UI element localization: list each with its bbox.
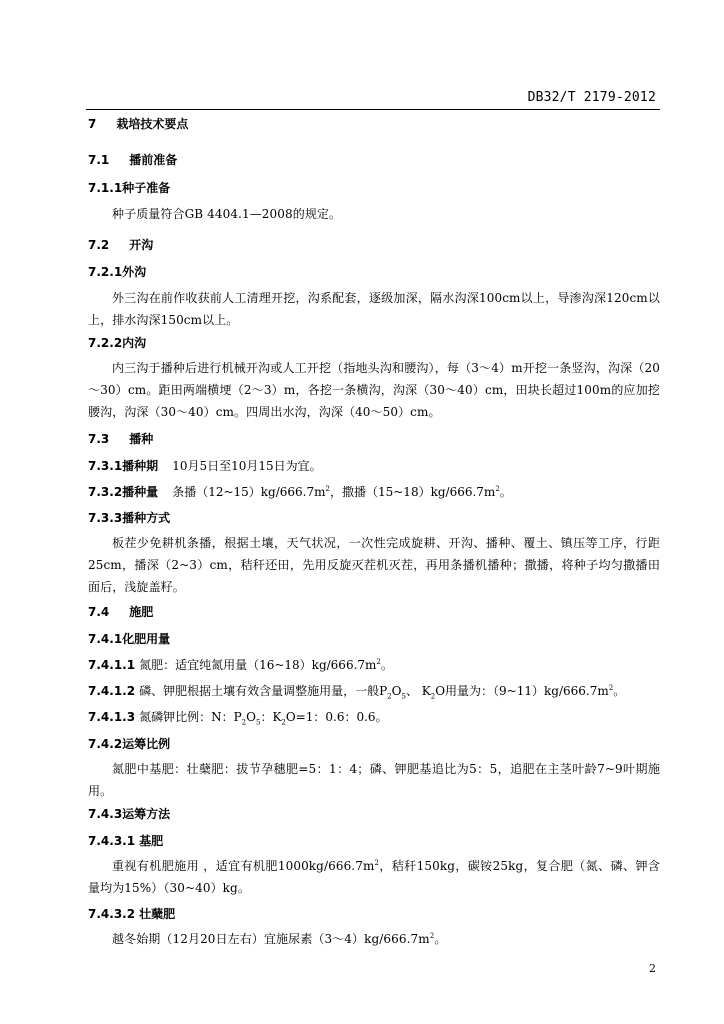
section-7-3-3-heading <box>88 510 660 526</box>
section-title: 种子准备 <box>122 181 171 195</box>
section-7-4-3-1-paragraph <box>88 855 660 899</box>
section-7-3-2-line <box>88 484 660 500</box>
section-7-heading <box>88 116 660 132</box>
nitrogen-text-b: 。 <box>380 658 393 672</box>
standard-code: DB32/T 2179-2012 <box>527 90 656 105</box>
section-title: 播前准备 <box>129 153 178 167</box>
section-7-3-heading <box>88 431 660 447</box>
npk-ratio-text-a: 氮磷钾比例：N：P <box>139 710 242 724</box>
section-7-2-2-paragraph: 内三沟于播种后进行机械开沟或人工开挖（指地头沟和腰沟），每（3～4）m开挖一条竖沟，沟深（20～30）cm。距田两端横埂（2～3）m，各挖一条横沟，沟深（30～40）cm，田块长超过100m的应加挖腰沟，沟深（30～40）cm。四周出水沟，沟深（40～50）cm。 <box>88 361 660 419</box>
superscript: 2 <box>429 932 435 940</box>
section-number: 7.4 <box>88 605 110 619</box>
pk-text-a: 磷、钾肥根据土壤有效含量调整施用量，一般P <box>139 684 388 698</box>
section-7-1-1-heading <box>88 180 660 196</box>
section-7-4-3-1-heading <box>88 833 660 849</box>
base-fertilizer-text-b: ，秸秆150kg，碳铵25kg，复合肥（氮、磷、钾含量均为15%）（30~40）kg。 <box>88 859 660 895</box>
section-number: 7.4.1.1 <box>88 658 136 672</box>
section-7-3-3-paragraph: 板茬少免耕机条播，根据土壤，天气状况，一次性完成旋耕、开沟、播种、覆土、镇压等工序，行距25cm，播深（2~3）cm，秸秆还田，先用反旋灭茬机灭茬，再用条播机播种；撒播，将种子均匀撒播田面后，浅旋盖籽。 <box>88 536 660 594</box>
section-number: 7.4.1 <box>88 632 123 646</box>
pk-text-b: O <box>391 684 402 698</box>
section-number: 7.1.1 <box>88 181 123 195</box>
section-number: 7.3.1 <box>88 459 123 473</box>
npk-ratio-text-b: O <box>246 710 256 724</box>
subscript: 2 <box>281 718 286 727</box>
section-number: 7.4.3.2 <box>88 907 136 921</box>
npk-ratio-text-d: O=1：0.6：0.6。 <box>285 710 388 724</box>
section-number: 7.2.1 <box>88 265 123 279</box>
section-title: 栽培技术要点 <box>116 117 189 131</box>
page-number: 2 <box>649 962 656 975</box>
pk-text-d: O用量为：（9~11）kg/666.7m <box>435 684 609 698</box>
section-title: 运筹方法 <box>122 807 171 821</box>
section-7-4-1-2-line <box>88 683 660 699</box>
section-title: 施肥 <box>129 605 154 619</box>
seeding-rate-text-a: 条播（12~15）kg/666.7m <box>172 485 326 499</box>
section-title: 外沟 <box>122 265 147 279</box>
sowing-period-text: 10月5日至10月15日为宜。 <box>172 459 322 473</box>
superscript: 2 <box>325 485 330 493</box>
section-number: 7.3.3 <box>88 511 123 525</box>
section-title: 播种 <box>129 432 154 446</box>
section-title: 内沟 <box>122 336 147 350</box>
section-number: 7.4.1.3 <box>88 710 136 724</box>
seeding-rate-text-b: ，撒播（15~18）kg/666.7m <box>329 485 496 499</box>
section-title: 化肥用量 <box>122 632 171 646</box>
section-number: 7.4.3.1 <box>88 834 136 848</box>
section-number: 7.2.2 <box>88 336 123 350</box>
superscript: 2 <box>608 684 614 692</box>
section-7-1-1-paragraph: 种子质量符合GB 4404.1—2008的规定。 <box>112 207 342 221</box>
section-7-2-2-heading <box>88 335 660 351</box>
section-7-4-1-3-line <box>88 709 660 725</box>
section-7-4-3-2-heading <box>88 906 660 922</box>
section-title: 运筹比例 <box>122 737 171 751</box>
section-number: 7.4.3 <box>88 807 123 821</box>
section-7-2-1-paragraph: 外三沟在前作收获前人工清理开挖，沟系配套，逐级加深，隔水沟深100cm以上，导渗沟深120cm以上，排水沟深150cm以上。 <box>88 291 660 327</box>
section-7-4-3-2-paragraph <box>88 928 660 950</box>
section-7-4-2-heading <box>88 736 660 752</box>
section-7-1-heading <box>88 152 660 168</box>
section-title: 播种期 <box>122 459 159 473</box>
subscript: 2 <box>387 692 392 701</box>
superscript: 2 <box>374 859 379 867</box>
npk-ratio-text-c: ：K <box>260 710 282 724</box>
seeding-rate-text-c: 。 <box>499 485 512 499</box>
section-number: 7.2 <box>88 238 110 252</box>
section-title: 壮蘖肥 <box>139 907 176 921</box>
section-7-4-1-heading <box>88 631 660 647</box>
pk-text-c: 、 K <box>405 684 431 698</box>
subscript: 5 <box>255 718 261 727</box>
section-number: 7.4.2 <box>88 737 123 751</box>
section-7-4-2-paragraph: 氮肥中基肥：壮蘖肥：拔节孕穗肥=5：1：4；磷、钾肥基追比为5：5，追肥在主茎叶龄7~9叶期施用。 <box>88 762 660 798</box>
section-number: 7.4.1.2 <box>88 684 136 698</box>
subscript: 2 <box>430 692 436 701</box>
section-7-2-1-heading <box>88 264 660 280</box>
superscript: 2 <box>495 485 500 493</box>
header-rule <box>86 109 660 110</box>
section-title: 播种量 <box>122 485 159 499</box>
section-number: 7.3 <box>88 432 110 446</box>
superscript: 2 <box>376 658 381 666</box>
section-7-4-3-heading <box>88 806 660 822</box>
pk-text-e: 。 <box>613 684 626 698</box>
section-number: 7 <box>88 117 97 131</box>
section-7-2-heading <box>88 237 660 253</box>
tiller-fertilizer-text-b: 。 <box>434 932 447 946</box>
subscript: 2 <box>241 718 247 727</box>
section-title: 基肥 <box>139 834 164 848</box>
section-7-3-1-line <box>88 458 660 474</box>
section-number: 7.3.2 <box>88 485 123 499</box>
section-number: 7.1 <box>88 153 110 167</box>
tiller-fertilizer-text-a: 越冬始期（12月20日左右）宜施尿素（3～4）kg/666.7m <box>112 932 430 946</box>
nitrogen-text-a: 氮肥：适宜纯氮用量（16~18）kg/666.7m <box>139 658 377 672</box>
section-title: 开沟 <box>129 238 154 252</box>
subscript: 5 <box>401 692 406 701</box>
base-fertilizer-text-a: 重视有机肥施用 ，适宜有机肥1000kg/666.7m <box>112 859 375 873</box>
section-title: 播种方式 <box>122 511 171 525</box>
section-7-4-heading <box>88 604 660 620</box>
section-7-4-1-1-line <box>88 657 660 673</box>
